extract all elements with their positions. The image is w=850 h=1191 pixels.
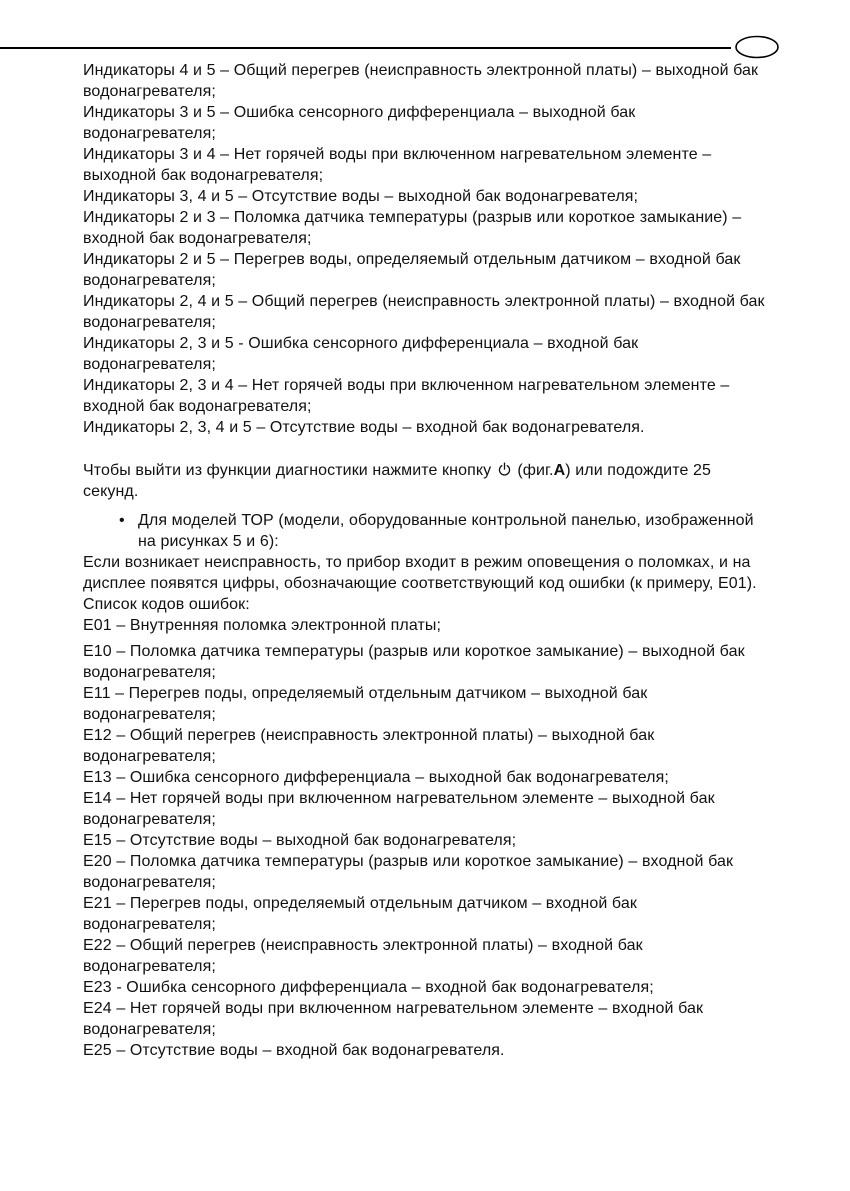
indicator-item: Индикаторы 2, 3 и 4 – Нет горячей воды при включенном нагревательном элементе – входной бак водонагревателя;	[83, 377, 730, 415]
error-mode-intro: Если возникает неисправность, то прибор входит в режим оповещения о поломках, и на дисплее появятся цифры, обозначающие соответствующий код ошибки (к примеру, Е01).	[83, 554, 757, 592]
indicator-item: Индикаторы 2, 3 и 5 - Ошибка сенсорного дифференциала – входной бак водонагревателя;	[83, 335, 639, 373]
bullet-text: Для моделей ТОР (модели, оборудованные контрольной панелью, изображенной на рисунках 5 и 6):	[138, 512, 754, 550]
error-code-item: Е20 – Поломка датчика температуры (разрыв или короткое замыкание) – входной бак водонагревателя;	[83, 853, 734, 891]
corner-oval-icon	[736, 37, 778, 58]
error-code-item: Е14 – Нет горячей воды при включенном нагревательном элементе – выходной бак водонагревателя;	[83, 790, 715, 828]
indicator-item: Индикаторы 3 и 4 – Нет горячей воды при включенном нагревательном элементе – выходной бак водонагревателя;	[83, 146, 712, 184]
indicator-fault-list	[83, 60, 765, 438]
error-code-item: Е10 – Поломка датчика температуры (разрыв или короткое замыкание) – выходной бак водонагревателя;	[83, 643, 745, 681]
error-code-item: Е13 – Ошибка сенсорного дифференциала – выходной бак водонагревателя;	[83, 769, 669, 786]
top-models-bullet-item	[83, 510, 765, 552]
indicator-item: Индикаторы 3, 4 и 5 – Отсутствие воды – выходной бак водонагревателя;	[83, 188, 639, 205]
error-code-item: Е22 – Общий перегрев (неисправность электронной платы) – входной бак водонагревателя;	[83, 937, 643, 975]
error-code-item: Е25 – Отсутствие воды – входной бак водонагревателя.	[83, 1042, 505, 1059]
exit-text-before: Чтобы выйти из функции диагностики нажмите кнопку	[83, 462, 496, 479]
error-code-item: Е01 – Внутренняя поломка электронной платы;	[83, 617, 442, 634]
bullet-icon: •	[119, 512, 125, 529]
error-code-list	[83, 615, 765, 1061]
indicator-item: Индикаторы 2, 3, 4 и 5 – Отсутствие воды – входной бак водонагревателя.	[83, 419, 645, 436]
indicator-item: Индикаторы 2, 4 и 5 – Общий перегрев (неисправность электронной платы) – входной бак водонагревателя;	[83, 293, 765, 331]
error-code-item: Е15 – Отсутствие воды – выходной бак водонагревателя;	[83, 832, 517, 849]
indicator-item: Индикаторы 4 и 5 – Общий перегрев (неисправность электронной платы) – выходной бак водонагревателя;	[83, 62, 759, 100]
exit-text-mid: (фиг.	[512, 462, 554, 479]
fig-label: А	[553, 462, 566, 479]
indicator-item: Индикаторы 2 и 3 – Поломка датчика температуры (разрыв или короткое замыкание) – входной бак водонагревателя;	[83, 209, 742, 247]
exit-text-after: ) или подождите 25 секунд.	[83, 462, 712, 500]
error-code-item: Е24 – Нет горячей воды при включенном нагревательном элементе – входной бак водонагревателя;	[83, 1000, 704, 1038]
error-code-item: Е12 – Общий перегрев (неисправность электронной платы) – выходной бак водонагревателя;	[83, 727, 655, 765]
indicator-item: Индикаторы 3 и 5 – Ошибка сенсорного дифференциала – выходной бак водонагревателя;	[83, 104, 636, 142]
error-code-item: Е21 – Перегрев поды, определяемый отдельным датчиком – входной бак водонагревателя;	[83, 895, 637, 933]
document-body	[83, 60, 765, 1061]
indicator-item: Индикаторы 2 и 5 – Перегрев воды, определяемый отдельным датчиком – входной бак водонагревателя;	[83, 251, 741, 289]
error-list-title: Список кодов ошибок:	[83, 596, 250, 613]
exit-diagnostics-paragraph	[83, 460, 765, 502]
error-code-item: Е23 - Ошибка сенсорного дифференциала – входной бак водонагревателя;	[83, 979, 654, 996]
error-code-item: Е11 – Перегрев поды, определяемый отдельным датчиком – выходной бак водонагревателя;	[83, 685, 648, 723]
power-icon	[497, 462, 512, 477]
